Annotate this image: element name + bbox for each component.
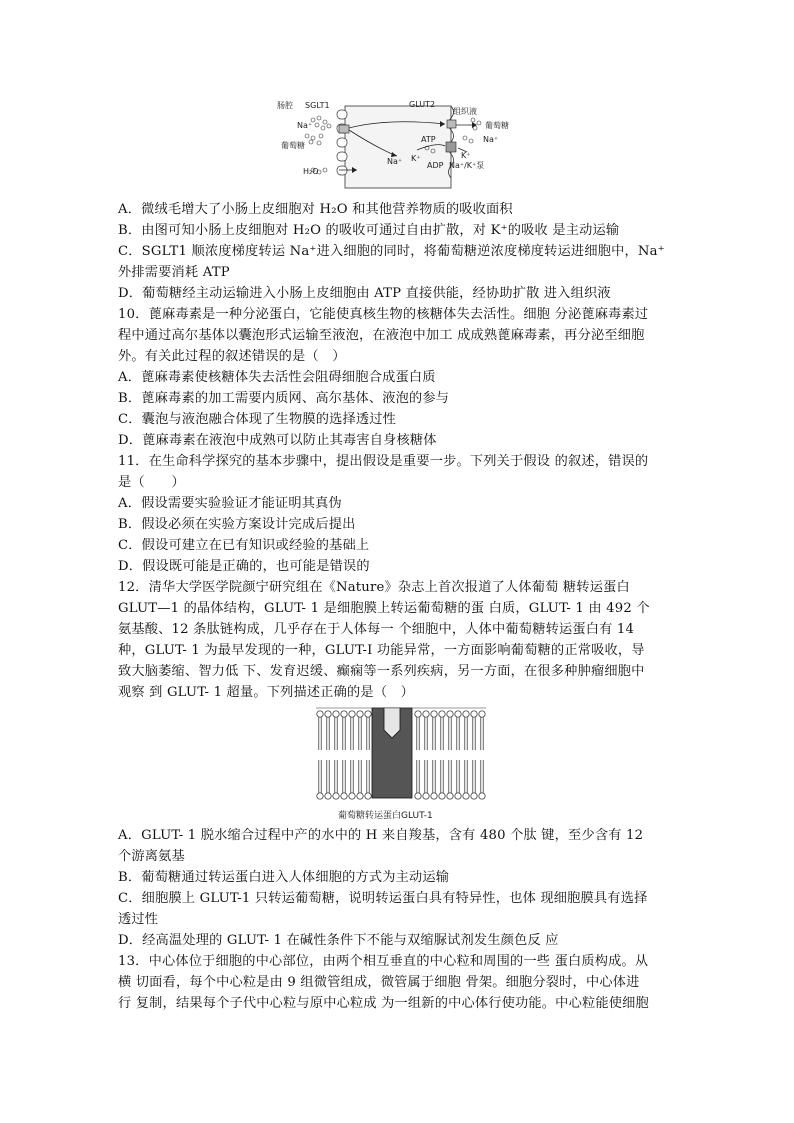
phospholipid-head	[333, 793, 339, 799]
tissue-fluid-label: 组织液	[453, 107, 477, 116]
lumen-label: 肠腔	[277, 101, 293, 110]
q10-stem-2: 程中通过高尔基体以囊泡形式运输至液泡，在液泡中加工 成成熟蓖麻毒素，再分泌至细胞	[118, 328, 645, 343]
glut1-membrane-figure	[316, 700, 486, 824]
q12-stem-2: GLUT—1 的晶体结构，GLUT- 1 是细胞膜上转运葡萄糖的蛋 白质，GLUT- 1 由 492 个	[118, 601, 650, 616]
q9-option-c: C．SGLT1 顺浓度梯度转运 Na⁺进入细胞的同时，将葡萄糖逆浓度梯度转运进细胞中，Na⁺	[118, 244, 665, 259]
q12-stem-3: 氨基酸、12 条肽链构成，几乎存在于人体每一 个细胞中，人体中葡萄糖转运蛋白有 14	[118, 622, 635, 637]
phospholipid-head	[431, 793, 437, 799]
phospholipid-head	[479, 711, 485, 717]
intestinal-transport-figure	[277, 98, 527, 190]
phospholipid-head	[471, 711, 477, 717]
na-right-label: Na⁺	[483, 135, 499, 144]
phospholipid-head	[415, 711, 421, 717]
phospholipid-head	[439, 711, 445, 717]
q9-option-c-cont: 外排需要消耗 ATP	[118, 265, 230, 280]
phospholipid-head	[357, 711, 363, 717]
glut1-caption: 葡萄糖转运蛋白GLUT-1	[338, 811, 433, 821]
q10-option-a: A．蓖麻毒素使核糖体失去活性会阻碍细胞合成蛋白质	[118, 370, 436, 385]
sglt1-transporter	[339, 125, 349, 133]
phospholipid-head	[431, 711, 437, 717]
phospholipid-head	[479, 793, 485, 799]
q12-stem-5: 致大脑萎缩、智力低 下、发育迟缓、癫痫等一系列疾病，另一方面，在很多种肿瘤细胞中	[118, 664, 645, 679]
phospholipid-head	[357, 793, 363, 799]
phospholipid-head	[447, 711, 453, 717]
phospholipid-head	[439, 793, 445, 799]
na-left-label: Na⁺	[297, 121, 313, 130]
k-right-label: K⁺	[461, 151, 471, 160]
phospholipid-head	[317, 793, 323, 799]
q12-stem-6: 观察 到 GLUT- 1 超量。下列描述正确的是（ ）	[118, 685, 414, 700]
q12-option-d: D．经高温处理的 GLUT- 1 在碱性条件下不能与双缩脲试剂发生颜色反 应	[118, 933, 559, 948]
q9-option-a: A．微绒毛增大了小肠上皮细胞对 H₂O 和其他营养物质的吸收面积	[118, 202, 513, 217]
adp-label: ADP	[427, 161, 444, 170]
glucose-left-label: 葡萄糖	[281, 141, 305, 150]
q12-option-c: C．细胞膜上 GLUT-1 只转运葡萄糖，说明转运蛋白具有特异性，也体 现细胞膜具有选择	[118, 891, 648, 906]
phospholipid-head	[455, 711, 461, 717]
q13-stem-2: 横 切面看，每个中心粒是由 9 组微管组成，微管属于细胞 骨架。细胞分裂时，中心体进	[118, 975, 640, 990]
q11-option-a: A．假设需要实验验证才能证明其真伪	[118, 496, 342, 511]
phospholipid-head	[349, 711, 355, 717]
sglt1-label: SGLT1	[305, 101, 330, 110]
na-mid-label: Na⁺	[387, 157, 403, 166]
phospholipid-head	[341, 793, 347, 799]
q12-option-a: A．GLUT- 1 脱水缩合过程中产的水中的 H 来自羧基，含有 480 个肽 键，至少含有 12	[118, 828, 644, 843]
q10-stem-3: 外。有关此过程的叙述错误的是（ ）	[118, 349, 346, 364]
phospholipid-head	[455, 793, 461, 799]
phospholipid-head	[423, 793, 429, 799]
phospholipid-head	[463, 711, 469, 717]
q9-option-b: B．由图可知小肠上皮细胞对 H₂O 的吸收可通过自由扩散，对 K⁺的吸收 是主动运输	[118, 223, 620, 238]
q12-option-a-cont: 个游离氨基	[118, 849, 185, 864]
phospholipid-head	[349, 793, 355, 799]
phospholipid-head	[317, 711, 323, 717]
glut2-label: GLUT2	[409, 100, 436, 109]
phospholipid-head	[415, 793, 421, 799]
q11-stem-1: 11．在生命科学探究的基本步骤中，提出假设是重要一步。下列关于假设 的叙述，错误的	[118, 454, 649, 469]
glucose-right-label: 葡萄糖	[485, 121, 509, 130]
q10-option-d: D．蓖麻毒素在液泡中成熟可以防止其毒害自身核糖体	[118, 433, 437, 448]
k-left-label: K⁺	[411, 154, 421, 163]
phospholipid-head	[325, 793, 331, 799]
q12-option-c-cont: 透过性	[118, 912, 159, 927]
phospholipid-head	[341, 711, 347, 717]
q12-stem-1: 12．清华大学医学院颜宁研究组在《Nature》杂志上首次报道了人体葡萄 糖转运蛋白	[118, 580, 630, 595]
phospholipid-head	[423, 711, 429, 717]
phospholipid-head	[447, 793, 453, 799]
phospholipid-head	[471, 793, 477, 799]
q13-stem-1: 13．中心体位于细胞的中心部位，由两个相互垂直的中心粒和周围的一些 蛋白质构成。从	[118, 954, 649, 969]
q11-option-d: D．假设既可能是正确的，也可能是错误的	[118, 559, 370, 574]
q12-stem-4: 种，GLUT- 1 为最早发现的一种，GLUT-I 功能异常，一方面影响葡萄糖的正常吸收，导	[118, 643, 645, 658]
phospholipid-head	[333, 711, 339, 717]
q11-option-c: C．假设可建立在已有知识或经验的基础上	[118, 538, 370, 553]
phospholipid-head	[463, 793, 469, 799]
q11-option-b: B．假设必须在实验方案设计完成后提出	[118, 517, 356, 532]
q10-stem-1: 10．蓖麻毒素是一种分泌蛋白，它能使真核生物的核糖体失去活性。细胞 分泌蓖麻毒素过	[118, 307, 649, 322]
phospholipid-head	[365, 711, 371, 717]
h2o-label: H₂O	[303, 167, 319, 176]
q12-option-b: B．葡萄糖通过转运蛋白进入人体细胞的方式为主动运输	[118, 870, 450, 885]
atp-label: ATP	[421, 135, 436, 144]
phospholipid-head	[365, 793, 371, 799]
glut2-transporter	[447, 120, 456, 128]
q13-stem-3: 行 复制，结果每个子代中心粒与原中心粒成 为一组新的中心体行使功能。中心粒能使细胞	[118, 996, 649, 1011]
q10-option-c: C．囊泡与液泡融合体现了生物膜的选择透过性	[118, 412, 397, 427]
q10-option-b: B．蓖麻毒素的加工需要内质网、高尔基体、液泡的参与	[118, 391, 450, 406]
q9-option-d: D．葡萄糖经主动运输进入小肠上皮细胞由 ATP 直接供能，经协助扩散 进入组织液	[118, 286, 611, 301]
phospholipid-head	[325, 711, 331, 717]
na-k-pump	[446, 142, 456, 152]
pump-label: Na⁺/K⁺泵	[449, 161, 485, 170]
q11-stem-2: 是（ ）	[118, 475, 185, 490]
